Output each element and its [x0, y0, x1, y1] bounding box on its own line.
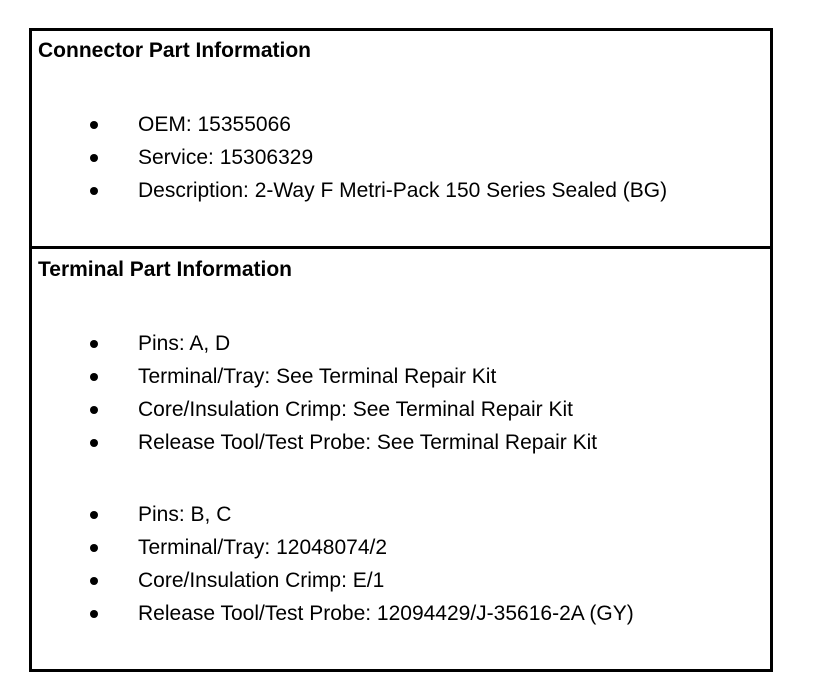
terminal-section-title: Terminal Part Information	[38, 258, 292, 281]
bullet-icon	[90, 154, 98, 162]
list-item	[32, 174, 770, 207]
connector-description: Description: 2-Way F Metri-Pack 150 Series Sealed (BG)	[138, 179, 668, 202]
list-item	[32, 141, 770, 174]
list-item	[32, 426, 770, 459]
pins: Pins: B, C	[138, 503, 232, 526]
core-insulation-crimp: Core/Insulation Crimp: E/1	[138, 569, 385, 592]
bullet-icon	[90, 340, 98, 348]
bullet-icon	[90, 121, 98, 129]
list-item	[32, 564, 770, 597]
release-tool-test-probe: Release Tool/Test Probe: 12094429/J-35616-2A (GY)	[138, 602, 634, 625]
bullet-icon	[90, 439, 98, 447]
list-item	[32, 531, 770, 564]
connector-section-title: Connector Part Information	[38, 39, 312, 62]
connector-part-information-section	[32, 31, 770, 249]
part-information-table	[29, 28, 773, 672]
terminal-group-pins-a-d	[32, 327, 770, 459]
service-part-number: Service: 15306329	[138, 146, 314, 169]
terminal-tray: Terminal/Tray: 12048074/2	[138, 536, 388, 559]
list-item	[32, 327, 770, 360]
list-item	[32, 597, 770, 630]
terminal-group-pins-b-c	[32, 498, 770, 630]
bullet-icon	[90, 187, 98, 195]
core-insulation-crimp: Core/Insulation Crimp: See Terminal Repair Kit	[138, 398, 573, 421]
list-item	[32, 108, 770, 141]
pins: Pins: A, D	[138, 332, 231, 355]
connector-info-list	[32, 108, 770, 207]
terminal-part-information-section	[32, 249, 770, 669]
oem-part-number: OEM: 15355066	[138, 113, 291, 136]
list-item	[32, 393, 770, 426]
bullet-icon	[90, 511, 98, 519]
bullet-icon	[90, 406, 98, 414]
bullet-icon	[90, 544, 98, 552]
release-tool-test-probe: Release Tool/Test Probe: See Terminal Repair Kit	[138, 431, 598, 454]
bullet-icon	[90, 373, 98, 381]
terminal-tray: Terminal/Tray: See Terminal Repair Kit	[138, 365, 497, 388]
bullet-icon	[90, 577, 98, 585]
list-item	[32, 498, 770, 531]
list-item	[32, 360, 770, 393]
bullet-icon	[90, 610, 98, 618]
